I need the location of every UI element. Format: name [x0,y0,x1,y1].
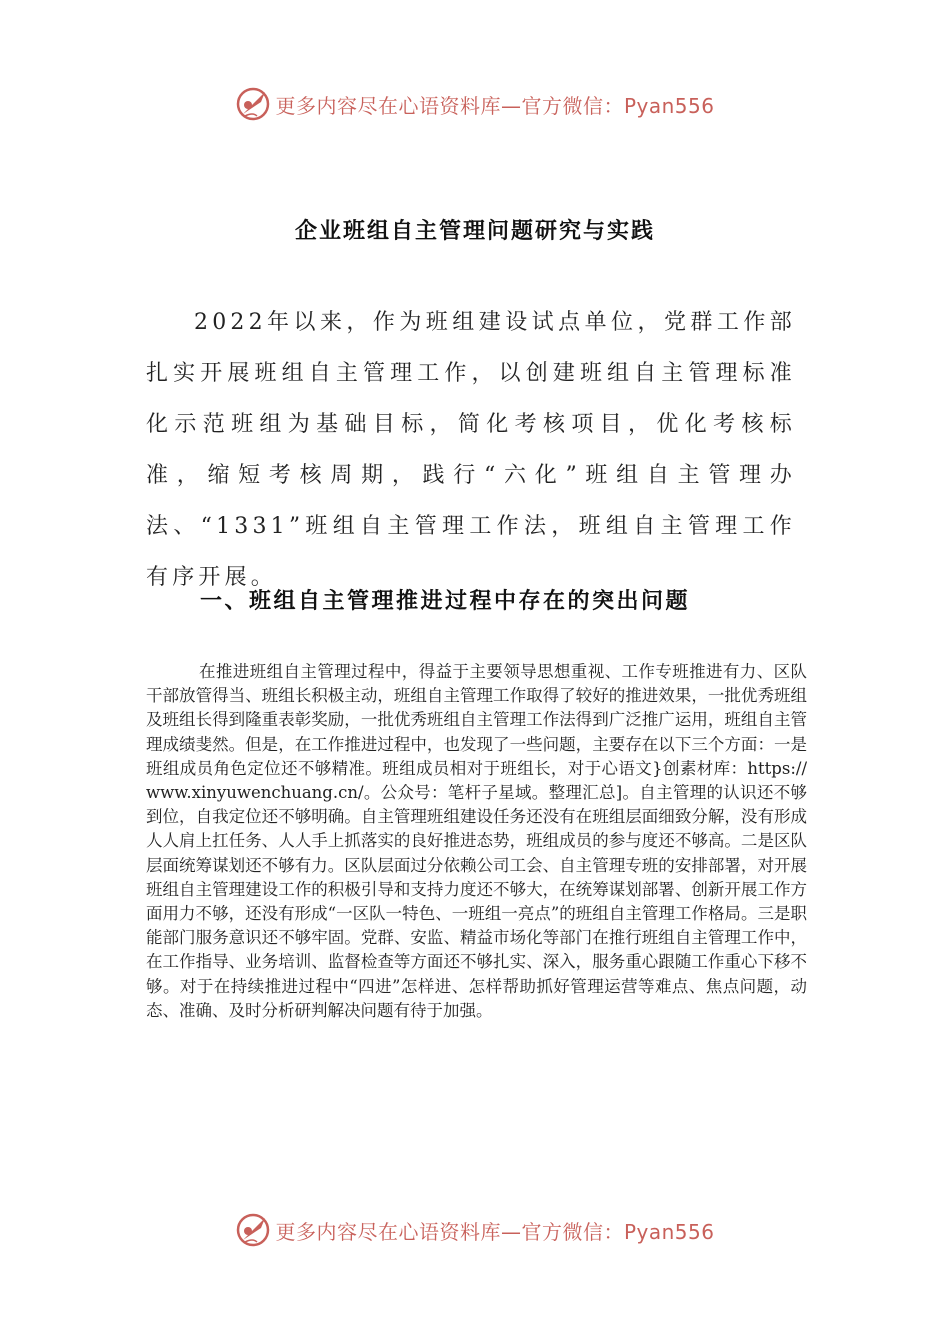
quill-logo-icon [235,86,271,122]
document-title: 企业班组自主管理问题研究与实践 [294,218,655,244]
intro-paragraph: 2022年以来，作为班组建设试点单位，党群工作部扎实开展班组自主管理工作，以创建班组自主管理标准化示范班组为基础目标，简化考核项目，优化考核标准，缩短考核周期，践行“六化”班组自主管理办法、“1331”班组自主管理工作法，班组自主管理工作有序开展。 [146,310,796,590]
header-banner [0,84,950,124]
section-paragraph: 在推进班组自主管理过程中，得益于主要领导思想重视、工作专班推进有力、区队干部放管得当、班组长积极主动，班组自主管理工作取得了较好的推进效果，一批优秀班组及班组长得到隆重表彰奖励，一批优秀班组自主管理工作法得到广泛推广运用，班组自主管理成绩斐然。但是，在工作推进过程中，也发现了一些问题，主要存在以下三个方面：一是班组成员角色定位还不够精准。班组成员相对于班组长，对于心语文}创素材库：https://www.xinyuwenchuang.cn/。公众号：笔杆子星域。整理汇总]。自主管理的认识还不够到位，自我定位还不够明确。自主管理班组建设任务还没有在班组层面细致分解，没有形成人人肩上扛任务、人人手上抓落实的良好推进态势，班组成员的参与度还不够高。二是区队层面统筹谋划还不够有力。区队层面过分依赖公司工会、自主管理专班的安排部署，对开展班组自主管理建设工作的积极引导和支持力度还不够大，在统筹谋划部署、创新开展工作方面用力不够，还没有形成“一区队一特色、一班组一亮点”的班组自主管理工作格局。三是职能部门服务意识还不够牢固。党群、安监、精益市场化等部门在推行班组自主管理工作中，在工作指导、业务培训、监督检查等方面还不够扎实、深入，服务重心跟随工作重心下移不够。对于在持续推进过程中“四进”怎样进、怎样帮助抓好管理运营等难点、焦点问题，动态、准确、及时分析研判解决问题有待于加强。 [146,662,807,1020]
footer-banner [0,1210,950,1250]
quill-logo-icon [235,1212,271,1248]
section-heading: 一、班组自主管理推进过程中存在的突出问题 [200,588,691,614]
footer-banner-text: 更多内容尽在心语资料库—官方微信：Pyan556 [275,1219,715,1244]
header-banner-text: 更多内容尽在心语资料库—官方微信：Pyan556 [275,93,715,118]
